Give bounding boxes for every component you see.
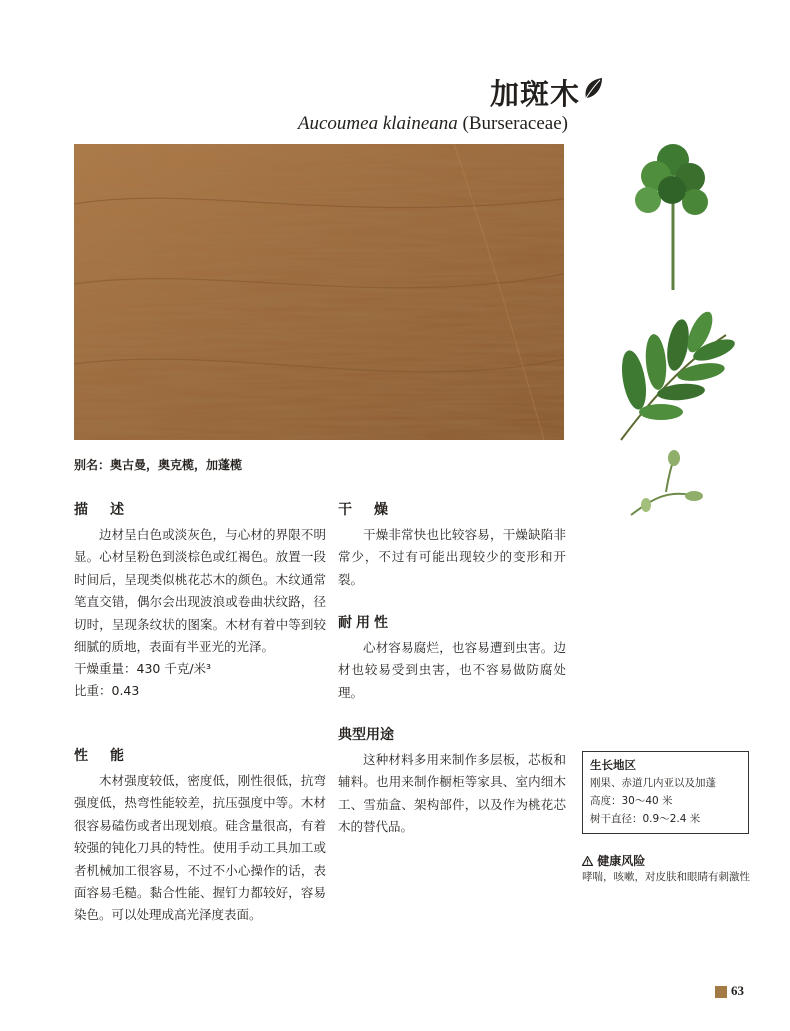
properties-section [74, 745, 326, 927]
properties-text: 木材强度较低，密度低，刚性很低，抗弯强度低，热弯性能较差，抗压强度中等。木材很容易磕伤或者出现划痕。硅含量很高，有着较强的钝化刀具的特性。使用手动工具加工或者机械加工很容易，不过不小心操作的话，表面容易毛糙。黏合性能、握钉力都较好，容易染色。可以处理成高光泽度表面。 [74, 773, 326, 923]
specific-gravity: 比重：0.43 [74, 683, 140, 699]
drying-section [338, 499, 566, 591]
growth-region-box [582, 751, 749, 834]
health-risk-text: 哮喘，咳嗽，对皮肤和眼睛有刺激性 [582, 871, 750, 883]
plant-illustration [596, 140, 746, 530]
uses-text: 这种材料多用来制作多层板，芯板和辅料。也用来制作橱柜等家具、室内细木工、雪茄盒、架构部件，以及作为桃花芯木的替代品。 [338, 752, 566, 835]
description-heading: 描 述 [74, 502, 128, 518]
scientific-name [260, 113, 568, 135]
growth-region-title: 生长地区 [590, 758, 636, 772]
durability-text: 心材容易腐烂，也容易遭到虫害。边材也较易受到虫害，也不容易做防腐处理。 [338, 640, 566, 700]
growth-region-text: 刚果、赤道几内亚以及加蓬 [590, 777, 716, 789]
wood-sample-image [74, 144, 564, 440]
trunk-diameter: 树干直径：0.9～2.4 米 [590, 813, 701, 825]
health-risk-section [582, 853, 772, 885]
flower-bud-icon [631, 450, 703, 515]
drying-heading: 干 燥 [338, 502, 392, 518]
health-risk-heading [582, 853, 772, 869]
properties-heading: 性 能 [74, 748, 128, 764]
page-number: 63 [731, 983, 744, 998]
tree-height: 高度：30～40 米 [590, 795, 673, 807]
leaf-branch-icon [618, 308, 737, 440]
leaf-icon [582, 76, 604, 102]
durability-section [338, 612, 566, 704]
page-marker [715, 986, 727, 998]
scientific-name-text: Aucoumea klaineana [297, 113, 458, 134]
dry-weight: 干燥重量：430 千克/米³ [74, 661, 212, 677]
uses-heading: 典型用途 [338, 727, 394, 743]
warning-icon [582, 856, 593, 866]
uses-section [338, 724, 566, 839]
alias-names: 别名：奥古曼，奥克榄，加蓬榄 [74, 458, 243, 472]
family-name: (Burseraceae) [462, 113, 568, 134]
description-text: 边材呈白色或淡灰色，与心材的界限不明显。心材呈粉色到淡棕色或红褐色。放置一段时间后，呈现类似桃花芯木的颜色。木纹通常笔直交错，偶尔会出现波浪或卷曲状纹路，径切时，呈现条纹状的图案。木材有着中等到较细腻的质地，表面有半亚光的光泽。 [74, 527, 326, 655]
page-title: 加斑木 [489, 77, 580, 111]
description-section [74, 499, 326, 702]
health-risk-title: 健康风险 [597, 854, 646, 868]
tree-icon [635, 144, 708, 290]
durability-heading: 耐用性 [338, 615, 392, 631]
drying-text: 干燥非常快也比较容易，干燥缺陷非常少，不过有可能出现较少的变形和开裂。 [338, 527, 566, 587]
